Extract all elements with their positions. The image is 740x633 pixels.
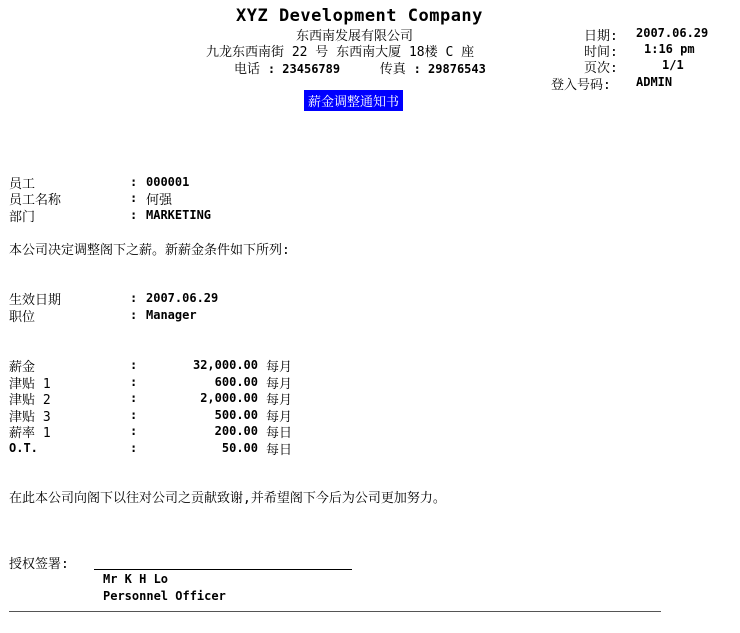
- fax-label: 传真: [379, 62, 406, 77]
- pay-item-unit: 每月: [266, 377, 293, 392]
- signature-line: [94, 569, 352, 570]
- company-address: 九龙东西南街 22 号 东西南大厦 18楼 C 座: [206, 45, 475, 60]
- login-label: 登入号码:: [551, 78, 611, 93]
- pay-item-amount: 2,000.00: [200, 391, 258, 405]
- pay-item-unit: 每月: [266, 393, 293, 408]
- document-title: 薪金调整通知书: [304, 90, 403, 111]
- pay-item-label: 薪金: [9, 360, 36, 375]
- pay-item-unit: 每月: [266, 360, 293, 375]
- employee-id-label: 员工: [9, 177, 36, 192]
- pay-item-unit: 每日: [266, 443, 293, 458]
- effective-date: 2007.06.29: [146, 291, 219, 305]
- pay-item-unit: 每日: [266, 426, 293, 441]
- company-name-en: XYZ Development Company: [236, 6, 483, 26]
- date-value: 2007.06.29: [636, 26, 709, 40]
- position: Manager: [146, 308, 197, 322]
- signature-label: 授权签署:: [9, 557, 69, 572]
- colon: :: [130, 391, 138, 405]
- colon: :: [130, 175, 138, 189]
- colon: :: [130, 441, 138, 455]
- date-label: 日期:: [584, 29, 618, 44]
- fax-value: 29876543: [428, 62, 486, 76]
- time-label: 时间:: [584, 45, 618, 60]
- colon: :: [130, 358, 138, 372]
- colon: :: [130, 424, 138, 438]
- department: MARKETING: [146, 208, 212, 222]
- page-value: 1/1: [662, 58, 684, 72]
- colon: :: [130, 308, 138, 322]
- pay-item-amount: 200.00: [214, 424, 258, 438]
- page-label: 页次:: [584, 61, 618, 76]
- login-value: ADMIN: [636, 75, 673, 89]
- employee-id: 000001: [146, 175, 190, 189]
- pay-item-label: 薪率 1: [9, 426, 51, 441]
- colon: :: [130, 408, 138, 422]
- closing-text: 在此本公司向阁下以往对公司之贡献致谢,并希望阁下今后为公司更加努力。: [9, 491, 446, 506]
- colon: :: [130, 208, 138, 222]
- department-label: 部门: [9, 210, 36, 225]
- phone-line: 电话 : 23456789 传真 : 29876543: [234, 62, 486, 77]
- pay-item-label: 津贴 2: [9, 393, 51, 408]
- colon: :: [130, 191, 138, 205]
- company-name-cn: 东西南发展有限公司: [296, 29, 414, 44]
- pay-item-amount: 50.00: [221, 441, 258, 455]
- pay-item-label: O.T.: [9, 441, 38, 455]
- pay-item-amount: 32,000.00: [192, 358, 258, 372]
- pay-item-label: 津贴 1: [9, 377, 51, 392]
- pay-item-label: 津贴 3: [9, 410, 51, 425]
- phone-value: 23456789: [282, 62, 341, 76]
- signatory-title: Personnel Officer: [103, 589, 226, 603]
- time-value: 1:16 pm: [644, 42, 695, 56]
- position-label: 职位: [9, 310, 36, 325]
- footer-divider: [9, 611, 661, 612]
- colon: :: [130, 375, 138, 389]
- colon: :: [130, 291, 138, 305]
- employee-name-label: 员工名称: [9, 193, 62, 208]
- pay-item-amount: 500.00: [214, 408, 258, 422]
- pay-item-amount: 600.00: [214, 375, 258, 389]
- phone-label: 电话: [234, 62, 261, 77]
- employee-name: 何强: [146, 193, 173, 208]
- pay-item-unit: 每月: [266, 410, 293, 425]
- signatory-name: Mr K H Lo: [103, 572, 169, 586]
- intro-text: 本公司决定调整阁下之薪。新薪金条件如下所列:: [9, 243, 290, 258]
- effective-date-label: 生效日期: [9, 293, 62, 308]
